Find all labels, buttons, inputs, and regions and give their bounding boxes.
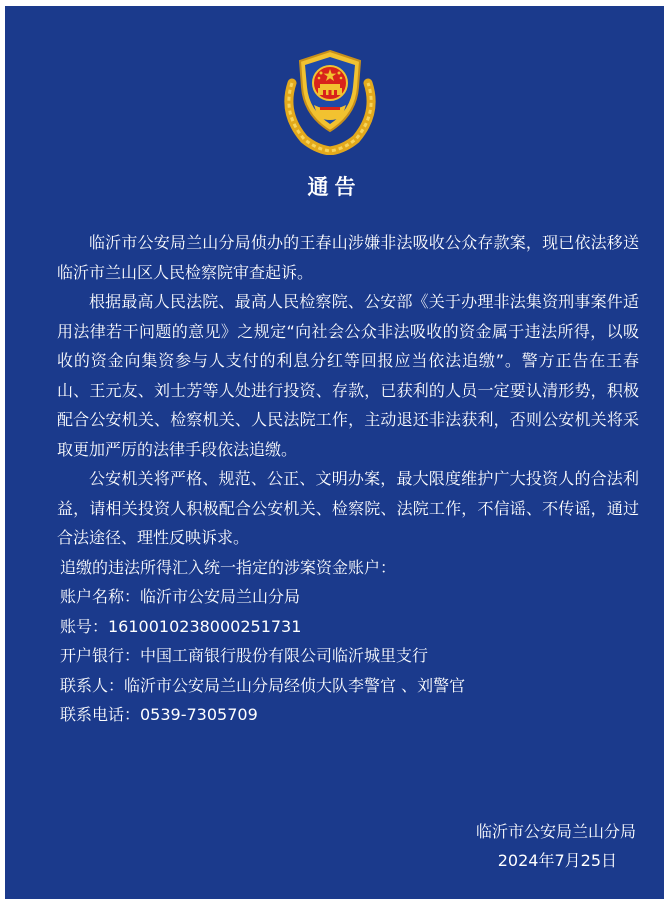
account-number: 账号：1610010238000251731 (60, 616, 302, 636)
notice-title: 通告 (307, 175, 362, 199)
account-name: 账户名称：临沂市公安局兰山分局 (60, 587, 301, 606)
notice-paragraph: 公安机关将严格、规范、公正、文明办案，最大限度维护广大投资人的合法利益，请相关投资人积极配合公安机关、检察院、法院工作，不信谣、不传谣，通过合法途径、理性反映诉求。 (57, 469, 639, 547)
notice-paragraph: 根据最高人民法院、最高人民检察院、公安部《关于办理非法集资刑事案件适用法律若干问题的意见》之规定“向社会公众非法吸收的资金属于违法所得，以吸收的资金向集资参与人支付的利息分红等回报应当依法追缴”。警方正告在王春山、王元友、刘士芳等人处进行投资、存款，已获利的人员一定要认清形势，积极配合公安机关、检察机关、人民法院工作，主动退还非法获利，否则公安机关将采取更加严厉的法律手段依法追缴。 (57, 292, 639, 459)
notice-body (57, 228, 639, 730)
contact-phone: 联系电话：0539-7305709 (60, 705, 258, 724)
bank-name: 开户银行：中国工商银行股份有限公司临沂城里支行 (60, 646, 429, 665)
police-emblem-icon (276, 47, 384, 155)
notice-paragraph: 临沂市公安局兰山分局侦办的王春山涉嫌非法吸收公众存款案，现已依法移送临沂市兰山区人民检察院审查起诉。 (57, 233, 639, 282)
account-intro: 追缴的违法所得汇入统一指定的涉案资金账户： (60, 557, 397, 577)
signature-date: 2024年7月25日 (497, 851, 617, 870)
signature-org: 临沂市公安局兰山分局 (475, 822, 636, 841)
contact-person: 联系人：临沂市公安局兰山分局经侦大队李警官 、刘警官 (60, 675, 466, 695)
